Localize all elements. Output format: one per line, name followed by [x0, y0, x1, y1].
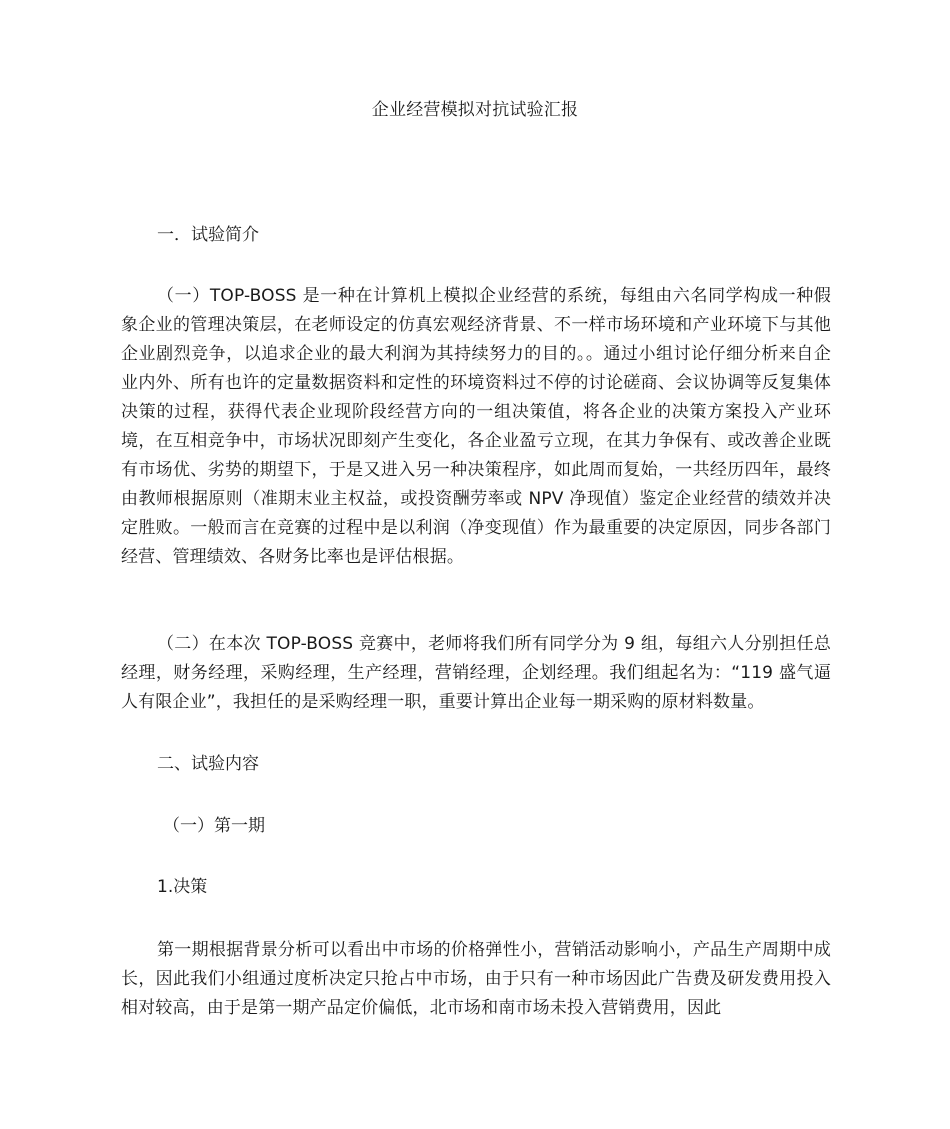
paragraph-decision: 第一期根据背景分析可以看出中市场的价格弹性小，营销活动影响小，产品生产周期中成长，因此我们小组通过度析决定只抢占中市场，由于只有一种市场因此广告费及研发费用投入相对较高，由于是第一期产品定价偏低，北市场和南市场未投入营销费用，因此 — [121, 940, 831, 1018]
paragraph-intro-1: （一）TOP-BOSS 是一种在计算机上模拟企业经营的系统，每组由六名同学构成一种假象企业的管理决策层，在老师设定的仿真宏观经济背景、不一样市场环境和产业环境下与其他企业剧烈竞争，以追求企业的最大利润为其持续努力的目的。。通过小组讨论仔细分析来自企业内外、所有也许的定量数据资料和定性的环境资料过不停的讨论磋商、会议协调等反复集体决策的过程，获得代表企业现阶段经营方向的一组决策值，将各企业的决策方案投入产业环境，在互相竞争中，市场状况即刻产生变化，各企业盈亏立现，在其力争保有、或改善企业既有市场优、劣势的期望下，于是又进入另一种决策程序，如此周而复始，一共经历四年，最终由教师根据原则（准期末业主权益，或投资酬劳率或 NPV 净现值）鉴定企业经营的绩效并决定胜败。一般而言在竞赛的过程中是以利润（净变现值）作为最重要的决定原因，同步各部门经营、管理绩效、各财务比率也是评估根据。 — [121, 286, 831, 567]
subsection-heading-decision: 1.决策 — [157, 877, 208, 897]
document-title: 企业经营模拟对抗试验汇报 — [371, 100, 579, 120]
section-heading-intro: 一．试验简介 — [157, 225, 259, 245]
paragraph-intro-2: （二）在本次 TOP-BOSS 竞赛中，老师将我们所有同学分为 9 组，每组六人分别担任总经理，财务经理，采购经理，生产经理，营销经理，企划经理。我们组起名为：“119 盛气逼人有限企业”，我担任的是采购经理一职，重要计算出企业每一期采购的原材料数量。 — [121, 634, 831, 712]
section-heading-content: 二、试验内容 — [157, 754, 259, 774]
subsection-heading-period-1: （一）第一期 — [163, 816, 265, 836]
